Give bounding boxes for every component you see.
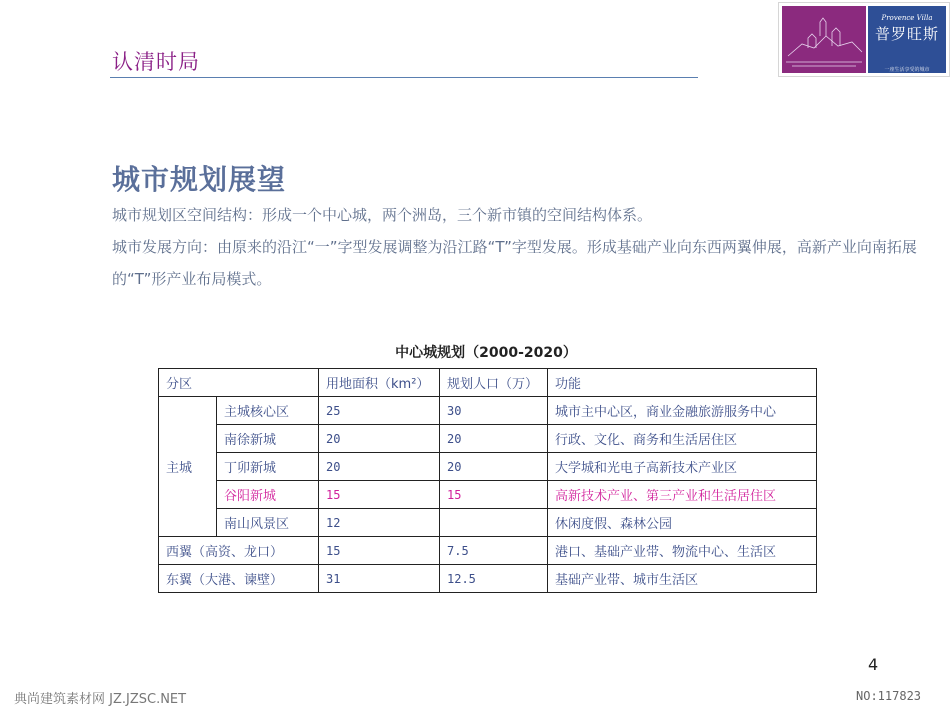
cell-area: 20 <box>319 425 440 453</box>
cell-function: 港口、基础产业带、物流中心、生活区 <box>548 537 817 565</box>
logo-english: Provence Villa <box>881 14 933 22</box>
footer-watermark: 典尚建筑素材网 JZ.JZSC.NET <box>14 692 187 707</box>
table-row-highlighted <box>159 481 817 509</box>
main-city-label: 主城 <box>159 397 217 537</box>
cell-area: 31 <box>319 565 440 593</box>
logo-picture <box>782 6 866 73</box>
cell-name: 丁卯新城 <box>217 453 319 481</box>
header-zone: 分区 <box>159 369 319 397</box>
cell-function: 大学城和光电子高新技术产业区 <box>548 453 817 481</box>
page-heading: 城市规划展望 <box>112 163 287 196</box>
cell-area: 15 <box>319 537 440 565</box>
cell-population: 20 <box>440 425 548 453</box>
cell-name: 南徐新城 <box>217 425 319 453</box>
table-header-row <box>159 369 817 397</box>
cell-name: 西翼（高资、龙口） <box>159 537 319 565</box>
cell-population <box>440 509 548 537</box>
cell-population: 15 <box>440 481 548 509</box>
cell-area: 25 <box>319 397 440 425</box>
header-area: 用地面积（km²） <box>319 369 440 397</box>
cell-function: 行政、文化、商务和生活居住区 <box>548 425 817 453</box>
cell-function: 高新技术产业、第三产业和生活居住区 <box>548 481 817 509</box>
page-number: 4 <box>868 655 879 674</box>
cell-name: 谷阳新城 <box>217 481 319 509</box>
logo-tagline: 一座生活享受的城市 <box>884 67 930 73</box>
brand-logo <box>778 2 950 77</box>
table-row <box>159 537 817 565</box>
table-row <box>159 397 817 425</box>
table-row <box>159 565 817 593</box>
paragraph-direction: 城市发展方向：由原来的沿江“一”字型发展调整为沿江路“T”字型发展。形成基础产业向东西两翼伸展，高新产业向南拓展的“T”形产业布局模式。 <box>112 238 917 288</box>
table-row <box>159 453 817 481</box>
table-title: 中心城规划（2000-2020） <box>395 345 577 361</box>
cell-function: 城市主中心区，商业金融旅游服务中心 <box>548 397 817 425</box>
cell-name: 主城核心区 <box>217 397 319 425</box>
cell-function: 基础产业带、城市生活区 <box>548 565 817 593</box>
footer-id: NO:117823 <box>856 689 922 703</box>
header-population: 规划人口（万） <box>440 369 548 397</box>
cell-name: 东翼（大港、谏壁） <box>159 565 319 593</box>
cell-population: 12.5 <box>440 565 548 593</box>
title-divider <box>110 77 698 78</box>
table-row <box>159 509 817 537</box>
header-function: 功能 <box>548 369 817 397</box>
cell-function: 休闲度假、森林公园 <box>548 509 817 537</box>
cell-population: 20 <box>440 453 548 481</box>
cell-area: 20 <box>319 453 440 481</box>
logo-chinese: 普罗旺斯 <box>874 25 939 43</box>
cell-area: 15 <box>319 481 440 509</box>
section-title: 认清时局 <box>112 50 200 74</box>
cell-name: 南山风景区 <box>217 509 319 537</box>
cell-area: 12 <box>319 509 440 537</box>
paragraph-structure: 城市规划区空间结构：形成一个中心城，两个洲岛，三个新市镇的空间结构体系。 <box>112 206 653 224</box>
castle-illustration-icon <box>782 6 866 73</box>
cell-population: 30 <box>440 397 548 425</box>
table-row <box>159 425 817 453</box>
planning-table <box>158 368 817 593</box>
cell-population: 7.5 <box>440 537 548 565</box>
logo-text-panel <box>868 6 946 73</box>
